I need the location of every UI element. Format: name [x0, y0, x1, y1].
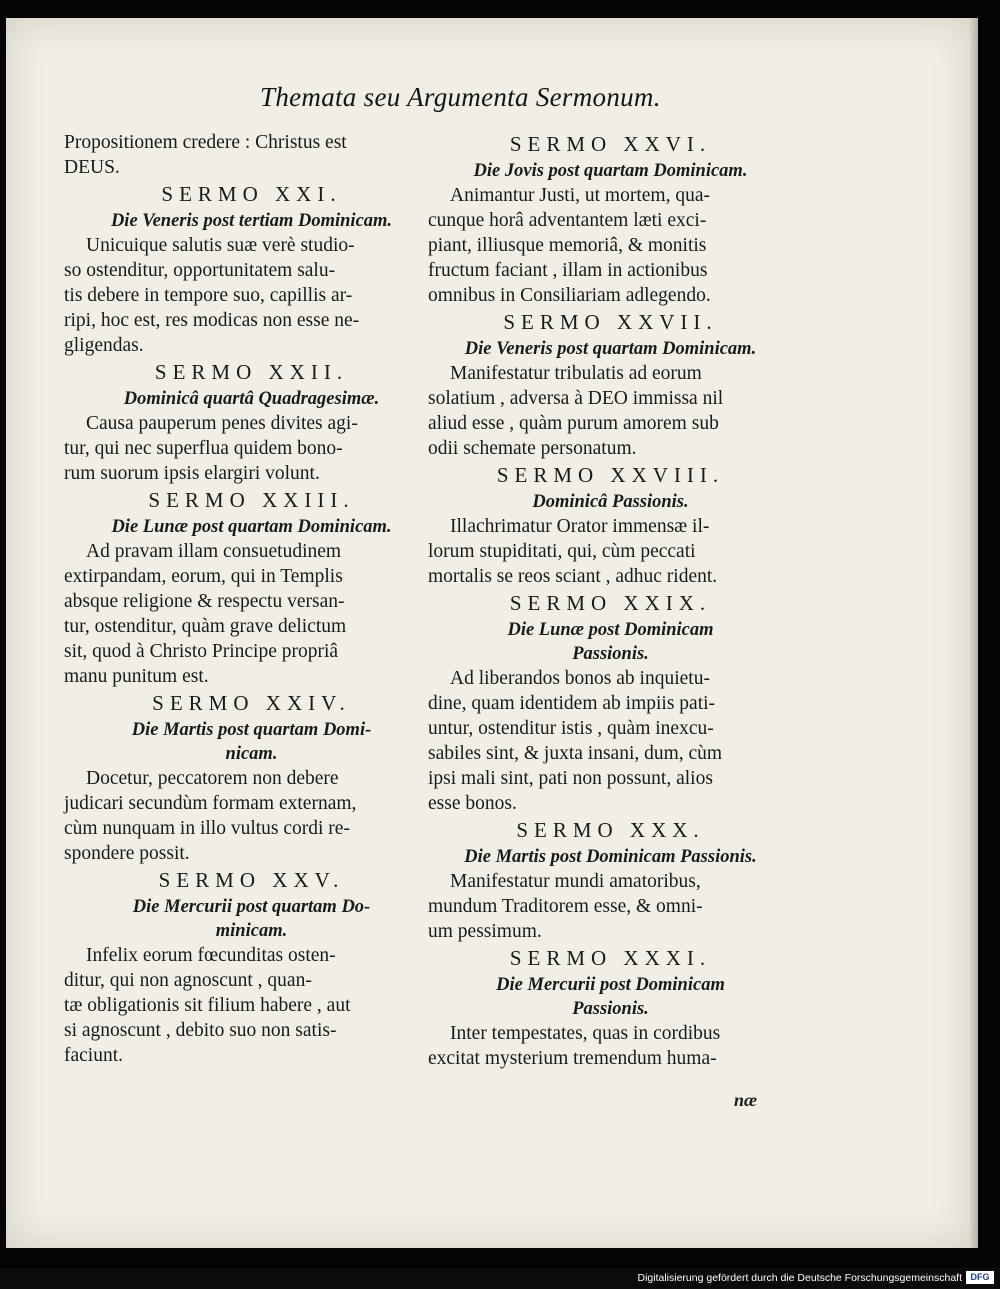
text-line: lorum stupiditati, qui, cùm peccati	[428, 541, 696, 562]
sermon-day: Die Veneris post quartam Dominicam.	[464, 339, 757, 359]
left-column	[64, 130, 439, 1068]
sermon-day: Die Martis post Dominicam Passionis.	[464, 847, 757, 867]
sermon-day: Die Veneris post tertiam Dominicam.	[110, 211, 393, 231]
text-line: Ad pravam illam consuetudinem	[86, 541, 342, 562]
text-line: tur, ostenditur, quàm grave delictum	[64, 616, 347, 637]
sermon-day: nicam.	[225, 744, 278, 764]
sermon-heading: SERMO XXII.	[154, 360, 349, 384]
text-line: faciunt.	[64, 1045, 124, 1066]
text-line: piant, illiusque memoriâ, & monitis	[428, 235, 707, 256]
text-line: cunque horâ adventantem læti exci-	[428, 210, 707, 231]
text-line: esse bonos.	[428, 793, 517, 814]
text-line: um pessimum.	[428, 921, 542, 942]
sermon-day: Die Jovis post quartam Dominicam.	[473, 161, 748, 181]
page-edge	[970, 18, 978, 1248]
sermon-day: Die Mercurii post Dominicam	[496, 975, 725, 995]
dfg-logo: DFG	[966, 1271, 994, 1284]
text-line: aliud esse , quàm purum amorem sub	[428, 413, 719, 434]
text-line: mundum Traditorem esse, & omni-	[428, 896, 703, 917]
right-column	[428, 130, 793, 1071]
text-line: so ostenditur, opportunitatem salu-	[64, 260, 336, 281]
sermon-day: Die Martis post quartam Domi-	[131, 720, 372, 740]
text-line: absque religione & respectu versan-	[64, 591, 345, 612]
text-line: gligendas.	[64, 335, 144, 356]
sermon-day: Passionis.	[572, 644, 649, 664]
sermon-heading: SERMO XXIII.	[148, 488, 355, 512]
sermon-heading: SERMO XXI.	[161, 182, 342, 206]
sermon-heading: SERMO XXXI.	[509, 946, 712, 970]
sermon-day: minicam.	[215, 921, 288, 941]
text-line: tis debere in tempore suo, capillis ar-	[64, 285, 353, 306]
text-line: Unicuique salutis suæ verè studio-	[86, 235, 355, 256]
text-line: sit, quod à Christo Principe propriâ	[64, 641, 339, 662]
sermon-day: Die Lunæ post quartam Dominicam.	[111, 517, 392, 537]
text-line: Manifestatur mundi amatoribus,	[450, 871, 701, 892]
running-head: Themata seu Argumenta Sermonum.	[260, 82, 661, 112]
text-line: Manifestatur tribulatis ad eorum	[450, 363, 702, 384]
text-line: untur, ostenditur istis , quàm inexcu-	[428, 718, 714, 739]
sermon-heading: SERMO XXVIII.	[496, 463, 725, 487]
catchword: næ	[734, 1090, 758, 1110]
text-line: judicari secundùm formam externam,	[64, 793, 357, 814]
text-line: mortalis se reos sciant , adhuc rident.	[428, 566, 718, 587]
sermon-day: Die Mercurii post quartam Do-	[132, 897, 371, 917]
sermon-heading: SERMO XXIV.	[152, 691, 351, 715]
text-line: rum suorum ipsis elargiri volunt.	[64, 463, 320, 484]
text-line: Inter tempestates, quas in cordibus	[450, 1023, 721, 1044]
text-line: DEUS.	[64, 157, 120, 178]
sermon-day: Dominicâ quartâ Quadragesimæ.	[123, 389, 380, 409]
text-line: Ad liberandos bonos ab inquietu-	[450, 668, 710, 689]
text-line: odii schemate personatum.	[428, 438, 637, 459]
sermon-heading: SERMO XXIX.	[509, 591, 712, 615]
sermon-heading: SERMO XXV.	[158, 868, 345, 892]
sermon-day: Passionis.	[572, 999, 649, 1019]
text-line: tur, qui nec superflua quidem bono-	[64, 438, 343, 459]
text-line: Causa pauperum penes divites agi-	[86, 413, 358, 434]
text-line: Docetur, peccatorem non debere	[86, 768, 339, 789]
text-line: ripi, hoc est, res modicas non esse ne-	[64, 310, 360, 331]
sermon-heading: SERMO XXVI.	[509, 132, 712, 156]
text-line: cùm nunquam in illo vultus cordi re-	[64, 818, 350, 839]
text-line: Animantur Justi, ut mortem, qua-	[450, 185, 710, 206]
text-line: Illachrimatur Orator immensæ il-	[450, 516, 710, 537]
text-line: Infelix eorum fœcunditas osten-	[86, 945, 336, 966]
text-line: solatium , adversa à DEO immissa nil	[428, 388, 724, 409]
text-line: dine, quam identidem ab impiis pati-	[428, 693, 716, 714]
text-line: si agnoscunt , debito suo non satis-	[64, 1020, 337, 1041]
text-line: ditur, qui non agnoscunt , quan-	[64, 970, 312, 991]
text-line: tæ obligationis sit filium habere , aut	[64, 995, 351, 1016]
text-line: sabiles sint, & juxta insani, dum, cùm	[428, 743, 723, 764]
text-line: extirpandam, eorum, qui in Templis	[64, 566, 343, 587]
sermon-heading: SERMO XXX.	[516, 818, 705, 842]
text-line: manu punitum est.	[64, 666, 209, 687]
text-line: Propositionem credere : Christus est	[64, 132, 347, 153]
text-line: fructum faciant , illam in actionibus	[428, 260, 708, 281]
sermon-day: Die Lunæ post Dominicam	[507, 620, 714, 640]
text-line: excitat mysterium tremendum huma-	[428, 1048, 717, 1069]
funding-footer: Digitalisierung gefördert durch die Deutsche Forschungsgemeinschaft	[637, 1272, 962, 1284]
text-line: ipsi mali sint, pati non possunt, alios	[428, 768, 713, 789]
sermon-day: Dominicâ Passionis.	[532, 492, 689, 512]
sermon-heading: SERMO XXVII.	[503, 310, 718, 334]
text-line: omnibus in Consiliariam adlegendo.	[428, 285, 711, 306]
text-line: spondere possit.	[64, 843, 190, 864]
